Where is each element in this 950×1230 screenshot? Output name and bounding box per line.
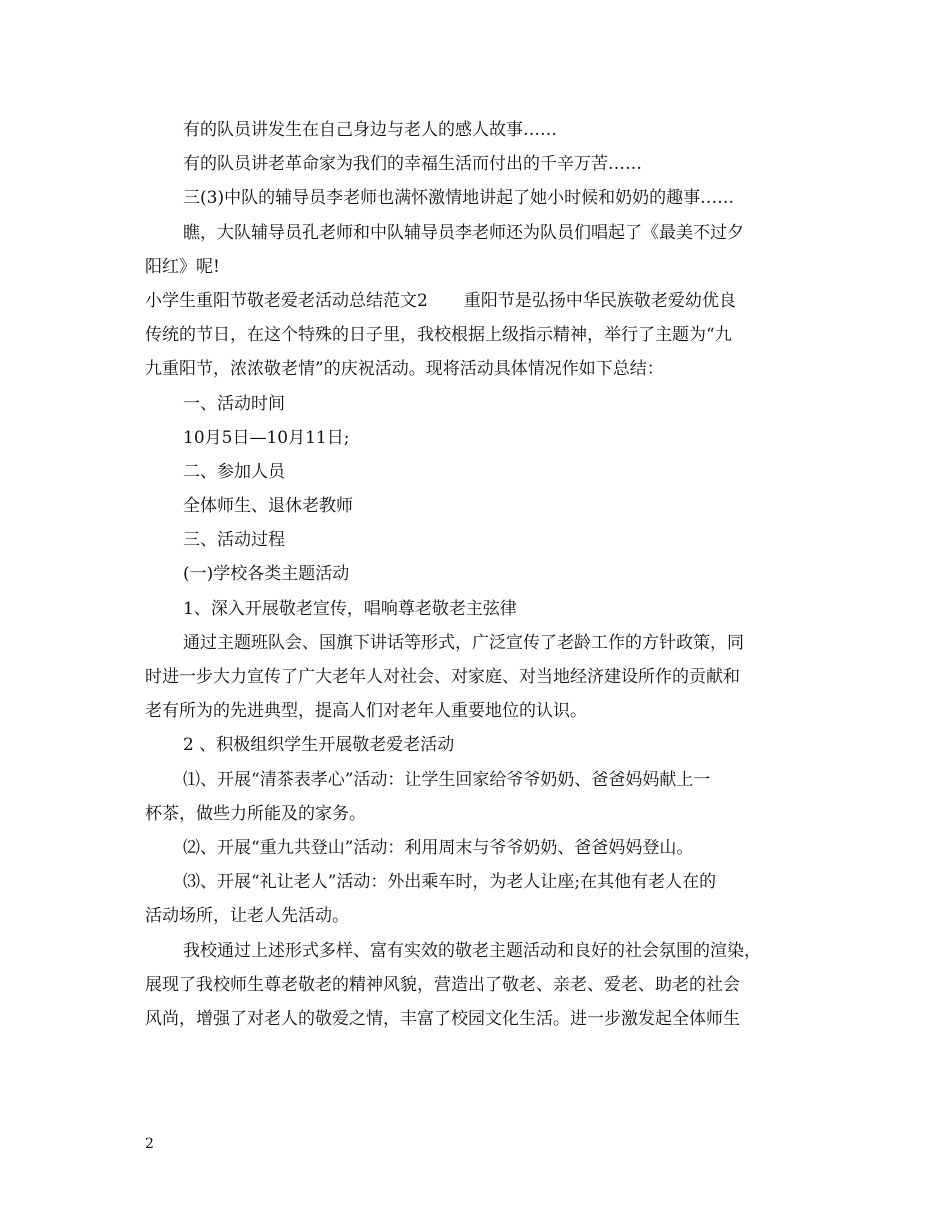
page-number: 2	[145, 1136, 154, 1152]
subheading-activity-process: 三、活动过程	[183, 530, 285, 551]
paragraph-line: 风尚，增强了对老人的敬爱之情，丰富了校园文化生活。进一步激发起全体师生	[145, 1008, 740, 1029]
section-heading-title: 小学生重阳节敬老爱老活动总结范文2	[145, 290, 428, 311]
paragraph-line: 10月5日—10月11日;	[183, 427, 350, 448]
paragraph-line: 2 、积极组织学生开展敬老爱老活动	[183, 735, 455, 756]
paragraph-line: 有的队员讲老革命家为我们的幸福生活而付出的千辛万苦……	[183, 154, 642, 175]
paragraph-line: (一)学校各类主题活动	[183, 564, 350, 585]
paragraph-line: 1、深入开展敬老宣传，唱响尊老敬老主弦律	[183, 598, 517, 619]
paragraph-line: 通过主题班队会、国旗下讲话等形式，广泛宣传了老龄工作的方针政策，同	[183, 632, 744, 653]
paragraph-line: 活动场所，让老人先活动。	[145, 906, 349, 927]
paragraph-line: ⑵、开展“重九共登山”活动：利用周末与爷爷奶奶、爸爸妈妈登山。	[183, 837, 694, 858]
paragraph-line: 我校通过上述形式多样、富有实效的敬老主题活动和良好的社会氛围的渲染，	[183, 940, 761, 961]
paragraph-line: 有的队员讲发生在自己身边与老人的感人故事……	[183, 120, 557, 140]
section-heading-continuation: 重阳节是弘扬中华民族敬老爱幼优良	[463, 290, 736, 311]
paragraph-line: 杯茶，做些力所能及的家务。	[145, 803, 366, 824]
paragraph-line: 九重阳节，浓浓敬老情”的庆祝活动。现将活动具体情况作如下总结：	[145, 359, 664, 380]
section-heading-line	[145, 284, 805, 318]
paragraph-line: 瞧，大队辅导员孔老师和中队辅导员李老师还为队员们唱起了《最美不过夕	[183, 222, 744, 243]
subheading-activity-time: 一、活动时间	[183, 393, 285, 414]
paragraph-line: 时进一步大力宣传了广大老年人对社会、对家庭、对当地经济建设所作的贡献和	[145, 667, 740, 687]
subheading-participants: 二、参加人员	[183, 461, 285, 482]
paragraph-line: 展现了我校师生尊老敬老的精神风貌，营造出了敬老、亲老、爱老、助老的社会	[145, 974, 740, 995]
paragraph-line: ⑴、开展“清茶表孝心”活动：让学生回家给爷爷奶奶、爸爸妈妈献上一	[183, 769, 711, 790]
paragraph-line: 阳红》呢!	[145, 256, 220, 277]
paragraph-line: 传统的节日，在这个特殊的日子里，我校根据上级指示精神，举行了主题为“九	[145, 325, 732, 346]
document-body	[145, 113, 805, 1036]
paragraph-line: 全体师生、退休老教师	[183, 496, 353, 517]
paragraph-line: ⑶、开展“礼让老人”活动：外出乘车时，为老人让座;在其他有老人在的	[183, 872, 717, 893]
paragraph-line: 老有所为的先进典型，提高人们对老年人重要地位的认识。	[145, 701, 587, 722]
paragraph-line: 三(3)中队的辅导员李老师也满怀激情地讲起了她小时候和奶奶的趣事……	[183, 188, 735, 209]
